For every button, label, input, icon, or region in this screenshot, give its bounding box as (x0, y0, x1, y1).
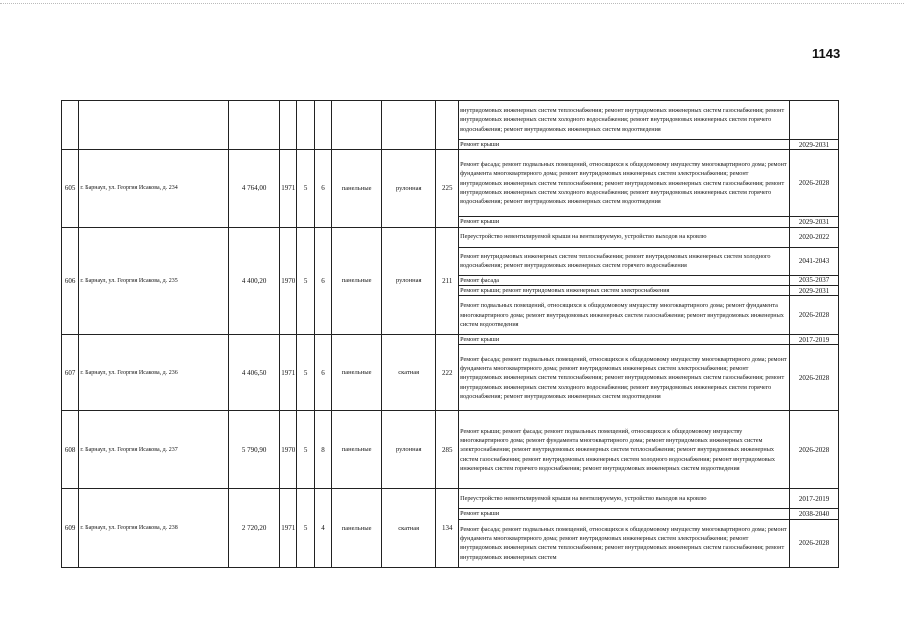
house-area: 4 764,00 (229, 150, 280, 227)
table-row (62, 335, 839, 345)
work-period: 2020-2022 (790, 227, 839, 247)
work-description: Ремонт фасада; ремонт подвальных помещений, относящихся к общедомовому имуществу многоквартирного дома; ремонт фундамента многоквартирного дома; ремонт внутридомовых инженерных систем электроснабжения; ремонт внутридомовых инженерных систем теплоснабжения; ремонт внутридомовых инженерных систем газоснабжения; ремонт внутридомовых инженерных систем холодного водоснабжения; ремонт внутридомовых инженерных систем горячего водоснабжения; ремонт внутридомовых инженерных систем водоотведения (459, 345, 790, 411)
house-roof-type: рулонная (382, 150, 436, 227)
house-year: 1971 (280, 150, 297, 227)
work-description: внутридомовых инженерных систем теплоснабжения; ремонт внутридомовых инженерных систем газоснабжения; ремонт внутридомовых инженерных систем холодного водоснабжения; ремонт внутридомовых инженерных систем горячего водоснабжения; ремонт внутридомовых инженерных систем водоотведения (459, 101, 790, 140)
house-address: г. Барнаул, ул. Георгия Исакова, д. 238 (79, 489, 229, 567)
work-period: 2029-2031 (790, 140, 839, 150)
work-period (790, 101, 839, 140)
house-entrances: 4 (314, 489, 331, 567)
house-entrances: 6 (314, 335, 331, 411)
house-apartments: 225 (436, 150, 459, 227)
house-roof-type: рулонная (382, 227, 436, 335)
table-row (62, 150, 839, 217)
house-entrances: 6 (314, 227, 331, 335)
work-description: Ремонт крыши (459, 509, 790, 519)
house-wall-material: панельные (332, 411, 382, 489)
house-apartments: 211 (436, 227, 459, 335)
work-description: Переустройство невентилируемой крыши на вентилируемую, устройство выходов на кровлю (459, 489, 790, 509)
table-row (62, 411, 839, 489)
work-description: Ремонт крыши (459, 335, 790, 345)
work-description: Ремонт фасада (459, 275, 790, 285)
work-period: 2017-2019 (790, 335, 839, 345)
house-number: 608 (62, 411, 79, 489)
house-year (280, 101, 297, 150)
house-number: 609 (62, 489, 79, 567)
house-apartments: 222 (436, 335, 459, 411)
house-floors: 5 (297, 227, 314, 335)
house-area: 5 790,90 (229, 411, 280, 489)
work-period: 2017-2019 (790, 489, 839, 509)
work-period: 2026-2028 (790, 345, 839, 411)
housing-repair-table (61, 100, 839, 568)
house-floors (297, 101, 314, 150)
house-address: г. Барнаул, ул. Георгия Исакова, д. 236 (79, 335, 229, 411)
house-year: 1971 (280, 489, 297, 567)
house-year: 1971 (280, 335, 297, 411)
table-row (62, 101, 839, 140)
house-roof-type: скатная (382, 335, 436, 411)
house-apartments: 134 (436, 489, 459, 567)
house-wall-material: панельные (332, 150, 382, 227)
house-address: г. Барнаул, ул. Георгия Исакова, д. 235 (79, 227, 229, 335)
work-description: Ремонт фасада; ремонт подвальных помещений, относящихся к общедомовому имуществу многоквартирного дома; ремонт фундамента многоквартирного дома; ремонт внутридомовых инженерных систем электроснабжения; ремонт внутридомовых инженерных систем теплоснабжения; ремонт внутридомовых инженерных систем газоснабжения; ремонт внутридомовых инженерных систем холодного водоснабжения; ремонт внутридомовых инженерных систем горячего водоснабжения; ремонт внутридомовых инженерных систем водоотведения (459, 150, 790, 217)
house-number (62, 101, 79, 150)
house-floors: 5 (297, 411, 314, 489)
work-period: 2029-2031 (790, 285, 839, 295)
work-description: Ремонт крыши; ремонт внутридомовых инженерных систем электроснабжения (459, 285, 790, 295)
house-year: 1970 (280, 227, 297, 335)
house-number: 605 (62, 150, 79, 227)
house-year: 1970 (280, 411, 297, 489)
work-period: 2026-2028 (790, 519, 839, 567)
work-description: Ремонт крыши (459, 217, 790, 227)
scan-edge-line (0, 3, 904, 4)
house-address (79, 101, 229, 150)
house-roof-type (382, 101, 436, 150)
table-row (62, 489, 839, 509)
house-area (229, 101, 280, 150)
house-wall-material: панельные (332, 489, 382, 567)
house-floors: 5 (297, 335, 314, 411)
work-description: Ремонт внутридомовых инженерных систем теплоснабжения; ремонт внутридомовых инженерных систем холодного водоснабжения; ремонт внутридомовых инженерных систем горячего водоснабжения (459, 247, 790, 275)
work-description: Ремонт подвальных помещений, относящихся к общедомовому имуществу многоквартирного дома; ремонт фундамента многоквартирного дома; ремонт внутридомовых инженерных систем газоснабжения; ремонт внутридомовых инженерных систем водоотведения (459, 296, 790, 335)
house-apartments (436, 101, 459, 150)
house-floors: 5 (297, 150, 314, 227)
work-description: Ремонт крыши; ремонт фасада; ремонт подвальных помещений, относящихся к общедомовому имуществу многоквартирного дома; ремонт фундамента многоквартирного дома; ремонт внутридомовых инженерных систем электроснабжения; ремонт внутридомовых инженерных систем теплоснабжения; ремонт внутридомовых инженерных систем газоснабжения; ремонт внутридомовых инженерных систем холодного водоснабжения; ремонт внутридомовых инженерных систем горячего водоснабжения; ремонт внутридомовых инженерных систем водоотведения (459, 411, 790, 489)
work-period: 2026-2028 (790, 150, 839, 217)
work-period: 2029-2031 (790, 217, 839, 227)
house-entrances (314, 101, 331, 150)
work-period: 2041-2043 (790, 247, 839, 275)
table-row (62, 227, 839, 247)
work-description: Ремонт фасада; ремонт подвальных помещений, относящихся к общедомовому имуществу многоквартирного дома; ремонт фундамента многоквартирного дома; ремонт внутридомовых инженерных систем электроснабжения; ремонт внутридомовых инженерных систем теплоснабжения; ремонт внутридомовых инженерных систем газоснабжения; ремонт внутридомовых инженерных систем (459, 519, 790, 567)
house-floors: 5 (297, 489, 314, 567)
house-roof-type: рулонная (382, 411, 436, 489)
work-period: 2026-2028 (790, 411, 839, 489)
house-address: г. Барнаул, ул. Георгия Исакова, д. 237 (79, 411, 229, 489)
house-entrances: 6 (314, 150, 331, 227)
house-wall-material: панельные (332, 335, 382, 411)
house-roof-type: скатная (382, 489, 436, 567)
work-period: 2038-2040 (790, 509, 839, 519)
house-area: 2 720,20 (229, 489, 280, 567)
work-period: 2026-2028 (790, 296, 839, 335)
house-area: 4 400,20 (229, 227, 280, 335)
house-apartments: 285 (436, 411, 459, 489)
house-number: 607 (62, 335, 79, 411)
house-wall-material (332, 101, 382, 150)
house-area: 4 406,50 (229, 335, 280, 411)
work-description: Переустройство невентилируемой крыши на вентилируемую, устройство выходов на кровлю (459, 227, 790, 247)
house-entrances: 8 (314, 411, 331, 489)
work-description: Ремонт крыши (459, 140, 790, 150)
house-address: г. Барнаул, ул. Георгия Исакова, д. 234 (79, 150, 229, 227)
house-wall-material: панельные (332, 227, 382, 335)
page-number: 1143 (812, 46, 841, 61)
work-period: 2035-2037 (790, 275, 839, 285)
house-number: 606 (62, 227, 79, 335)
